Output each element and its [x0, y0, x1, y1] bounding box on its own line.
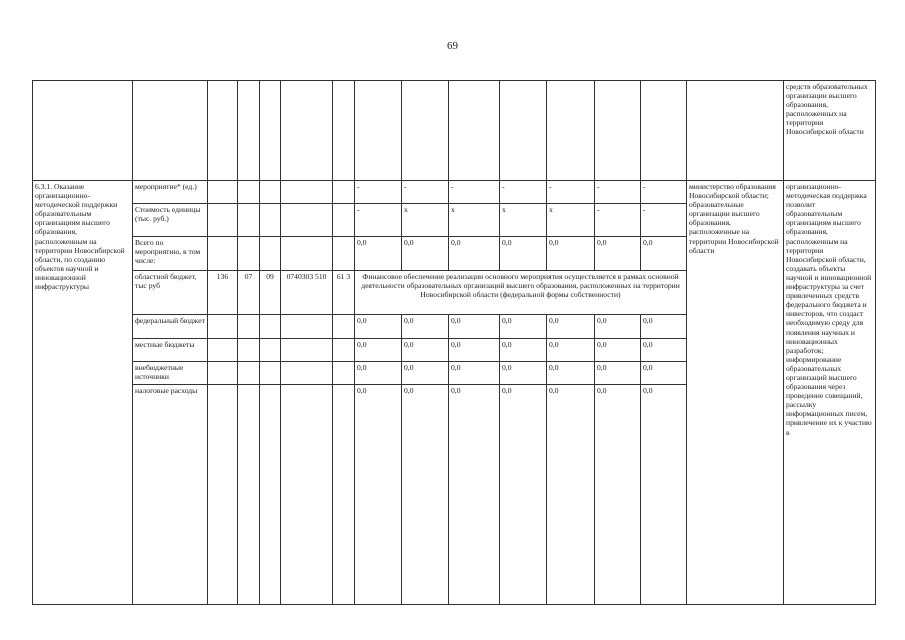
program-measures-table	[32, 80, 876, 605]
cell-empty	[281, 81, 333, 181]
cell-empty	[500, 81, 547, 181]
row-label: областной бюджет, тыс руб	[133, 271, 208, 315]
value-cell: 0,0	[355, 339, 402, 362]
value-cell: 0,0	[595, 362, 641, 385]
value-cell: 0,0	[355, 315, 402, 339]
cell-empty	[595, 81, 641, 181]
value-cell: 0,0	[355, 237, 402, 271]
value-cell: 0,0	[355, 362, 402, 385]
value-cell: 0,0	[641, 237, 687, 271]
measure-name: 6.3.1. Оказание организационно-методической поддержки образовательным организациям высшего образования, расположенным на территории Новосибирской области, по созданию объектов научной и инновационной инфраструктуры	[33, 181, 133, 605]
value-cell: 0,0	[402, 339, 449, 362]
value-cell: 0,0	[449, 362, 500, 385]
value-cell: -	[641, 181, 687, 204]
row-label: федеральный бюджет	[133, 315, 208, 339]
code-grbs: 136	[208, 271, 238, 315]
value-cell: 0,0	[641, 315, 687, 339]
value-cell: x	[500, 204, 547, 237]
value-cell: 0,0	[355, 385, 402, 605]
cell-empty	[641, 81, 687, 181]
value-cell: 0,0	[641, 339, 687, 362]
value-cell: 0,0	[547, 362, 595, 385]
cell-empty	[33, 81, 133, 181]
value-cell: 0,0	[595, 385, 641, 605]
value-cell: 0,0	[500, 315, 547, 339]
code-subsection: 09	[260, 271, 281, 315]
value-cell: 0,0	[547, 237, 595, 271]
expected-result: организационно-методическая поддержка позволит образовательным организациям высшего образования, расположенным на территории Новосибирской области, создавать объекты научной и инновационной инфраструктуры за счет привлеченных средств федерального бюджета и инвесторов, что создаст необходимую среду для появления научных и инновационных разработок; информирование образовательных организаций высшего образования через проведение совещаний, рассылку информационных писем, привлечение их к участию в	[784, 181, 876, 605]
value-cell: -	[595, 181, 641, 204]
value-cell: -	[595, 204, 641, 237]
value-cell: 0,0	[547, 385, 595, 605]
value-cell: 0,0	[402, 315, 449, 339]
value-cell: -	[402, 181, 449, 204]
value-cell: x	[402, 204, 449, 237]
value-cell: x	[449, 204, 500, 237]
page-number: 69	[447, 40, 458, 52]
value-cell: 0,0	[500, 362, 547, 385]
financing-note: Финансовое обеспечение реализации основного мероприятия осуществляется в рамках основной деятельности образовательных организаций высшего образования, расположенных на территории Новосибирской области (федеральной формы собственности)	[355, 271, 687, 315]
row-label: мероприятие* (ед.)	[133, 181, 208, 204]
value-cell: 0,0	[547, 315, 595, 339]
value-cell: -	[641, 204, 687, 237]
code-target-item: 0740303 510	[281, 271, 333, 315]
value-cell: 0,0	[641, 385, 687, 605]
cell-empty	[687, 81, 784, 181]
executor: министерство образования Новосибирской области; образовательные организации высшего образования, расположенные на территории Новосибирской области	[687, 181, 784, 605]
value-cell: 0,0	[595, 339, 641, 362]
value-cell: 0,0	[595, 315, 641, 339]
row-label: налоговые расходы	[133, 385, 208, 605]
value-cell: 0,0	[547, 339, 595, 362]
cell-empty	[238, 81, 260, 181]
value-cell: 0,0	[402, 237, 449, 271]
cell-empty	[208, 81, 238, 181]
row-label: местные бюджеты	[133, 339, 208, 362]
cell-empty	[333, 81, 355, 181]
cell-empty	[402, 81, 449, 181]
cell-empty	[133, 81, 208, 181]
value-cell: 0,0	[641, 362, 687, 385]
code-expense-type: 61 3	[333, 271, 355, 315]
value-cell: -	[449, 181, 500, 204]
value-cell: 0,0	[402, 385, 449, 605]
value-cell: 0,0	[402, 362, 449, 385]
value-cell: 0,0	[449, 385, 500, 605]
code-section: 07	[238, 271, 260, 315]
value-cell: 0,0	[449, 315, 500, 339]
row-label: Стоимость единицы (тыс. руб.)	[133, 204, 208, 237]
row-label: внебюджетные источники	[133, 362, 208, 385]
value-cell: 0,0	[500, 237, 547, 271]
value-cell: 0,0	[595, 237, 641, 271]
cell-empty	[547, 81, 595, 181]
value-cell: 0,0	[449, 339, 500, 362]
value-cell: x	[547, 204, 595, 237]
value-cell: -	[355, 204, 402, 237]
row-label: Всего по мероприятию, в том числе:	[133, 237, 208, 271]
value-cell: 0,0	[500, 339, 547, 362]
continued-result-text: средств образовательных организации высшего образования, расположенных на территории Новосибирской области	[784, 81, 876, 181]
value-cell: -	[547, 181, 595, 204]
continuation-row	[33, 81, 876, 181]
cell-empty	[355, 81, 402, 181]
cell-empty	[449, 81, 500, 181]
cell-empty	[260, 81, 281, 181]
value-cell: 0,0	[449, 237, 500, 271]
table-row	[33, 181, 876, 204]
value-cell: -	[500, 181, 547, 204]
value-cell: 0,0	[500, 385, 547, 605]
value-cell: -	[355, 181, 402, 204]
